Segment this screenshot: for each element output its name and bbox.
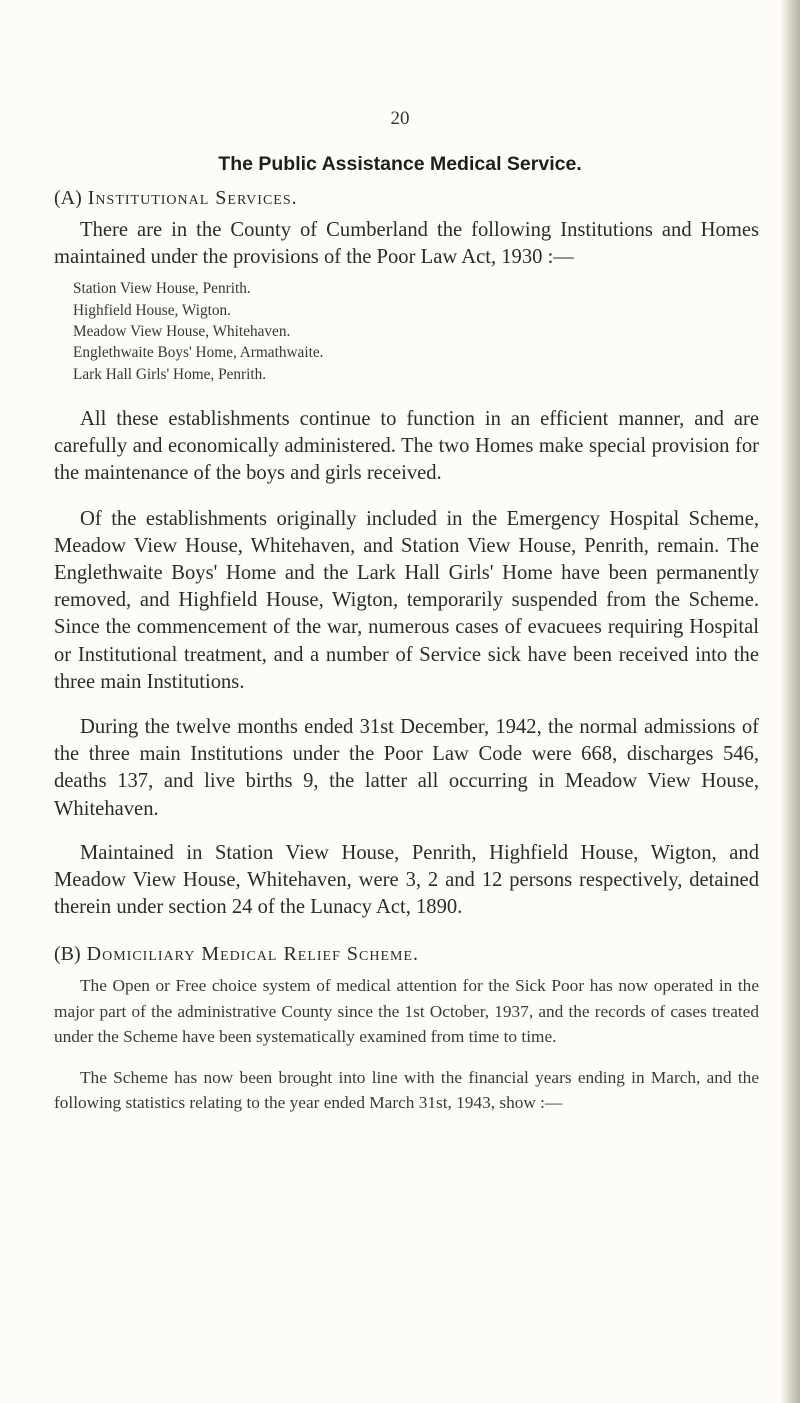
paragraph-lunacy-act: Maintained in Station View House, Penrith, Highfield House, Wigton, and Meadow View House, Whitehaven, were 3, 2 and 12 persons respectively, detained therein under section 24 of the Lunacy Act, 1890.: [54, 841, 759, 919]
list-item: Highfield House, Wigton.: [73, 301, 232, 319]
section-a-title: Institutional Services.: [87, 187, 298, 209]
section-b-heading: [54, 939, 759, 969]
page-title: The Public Assistance Medical Service.: [218, 153, 582, 175]
institution-list: [73, 278, 759, 384]
list-item: Station View House, Penrith.: [73, 280, 251, 298]
section-a-heading: [54, 183, 759, 213]
section-b-letter: (B): [54, 943, 81, 966]
list-item: Englethwaite Boys' Home, Armathwaite.: [73, 344, 324, 362]
page-edge-shadow: [780, 0, 800, 1403]
section-b-title: Domiciliary Medical Relief Scheme.: [86, 943, 420, 966]
paragraph-open-choice: The Open or Free choice system of medical attention for the Sick Poor has now operated in the major part of the administrative County since the 1st October, 1937, and the records of cases treated under the Scheme have been systematically examined from time to time.: [54, 976, 759, 1046]
list-item: Lark Hall Girls' Home, Penrith.: [73, 365, 267, 383]
paragraph-financial-years: The Scheme has now been brought into line with the financial years ending in March, and the following statistics relating to the year ended March 31st, 1943, show :—: [54, 1067, 759, 1113]
page-number: 20: [390, 108, 410, 129]
document-body: [54, 183, 759, 1115]
section-a-letter: (A): [54, 187, 82, 209]
paragraph-admissions: During the twelve months ended 31st December, 1942, the normal admissions of the three main Institutions under the Poor Law Code were 668, discharges 546, deaths 137, and live births 9, the latter all occurring in Meadow View House, Whitehaven.: [54, 715, 759, 820]
paragraph-emergency-scheme: Of the establishments originally included in the Emergency Hospital Scheme, Meadow View House, Whitehaven, and Station View House, Penrith, remain. The Englethwaite Boys' Home and the Lark Hall Girls' Home have been permanently removed, and Highfield House, Wigton, temporarily suspended from the Scheme. Since the commencement of the war, numerous cases of evacuees requiring Hospital or Institutional treatment, and a number of Service sick have been received into the three main Institutions.: [54, 507, 759, 693]
section-a-intro: There are in the County of Cumberland the following Institutions and Homes maintained under the provisions of the Poor Law Act, 1930 :—: [54, 219, 759, 269]
paragraph-efficiency: All these establishments continue to function in an efficient manner, and are carefully and economically administered. The two Homes make special provision for the maintenance of the boys and girls received.: [54, 407, 759, 485]
list-item: Meadow View House, Whitehaven.: [73, 323, 291, 340]
